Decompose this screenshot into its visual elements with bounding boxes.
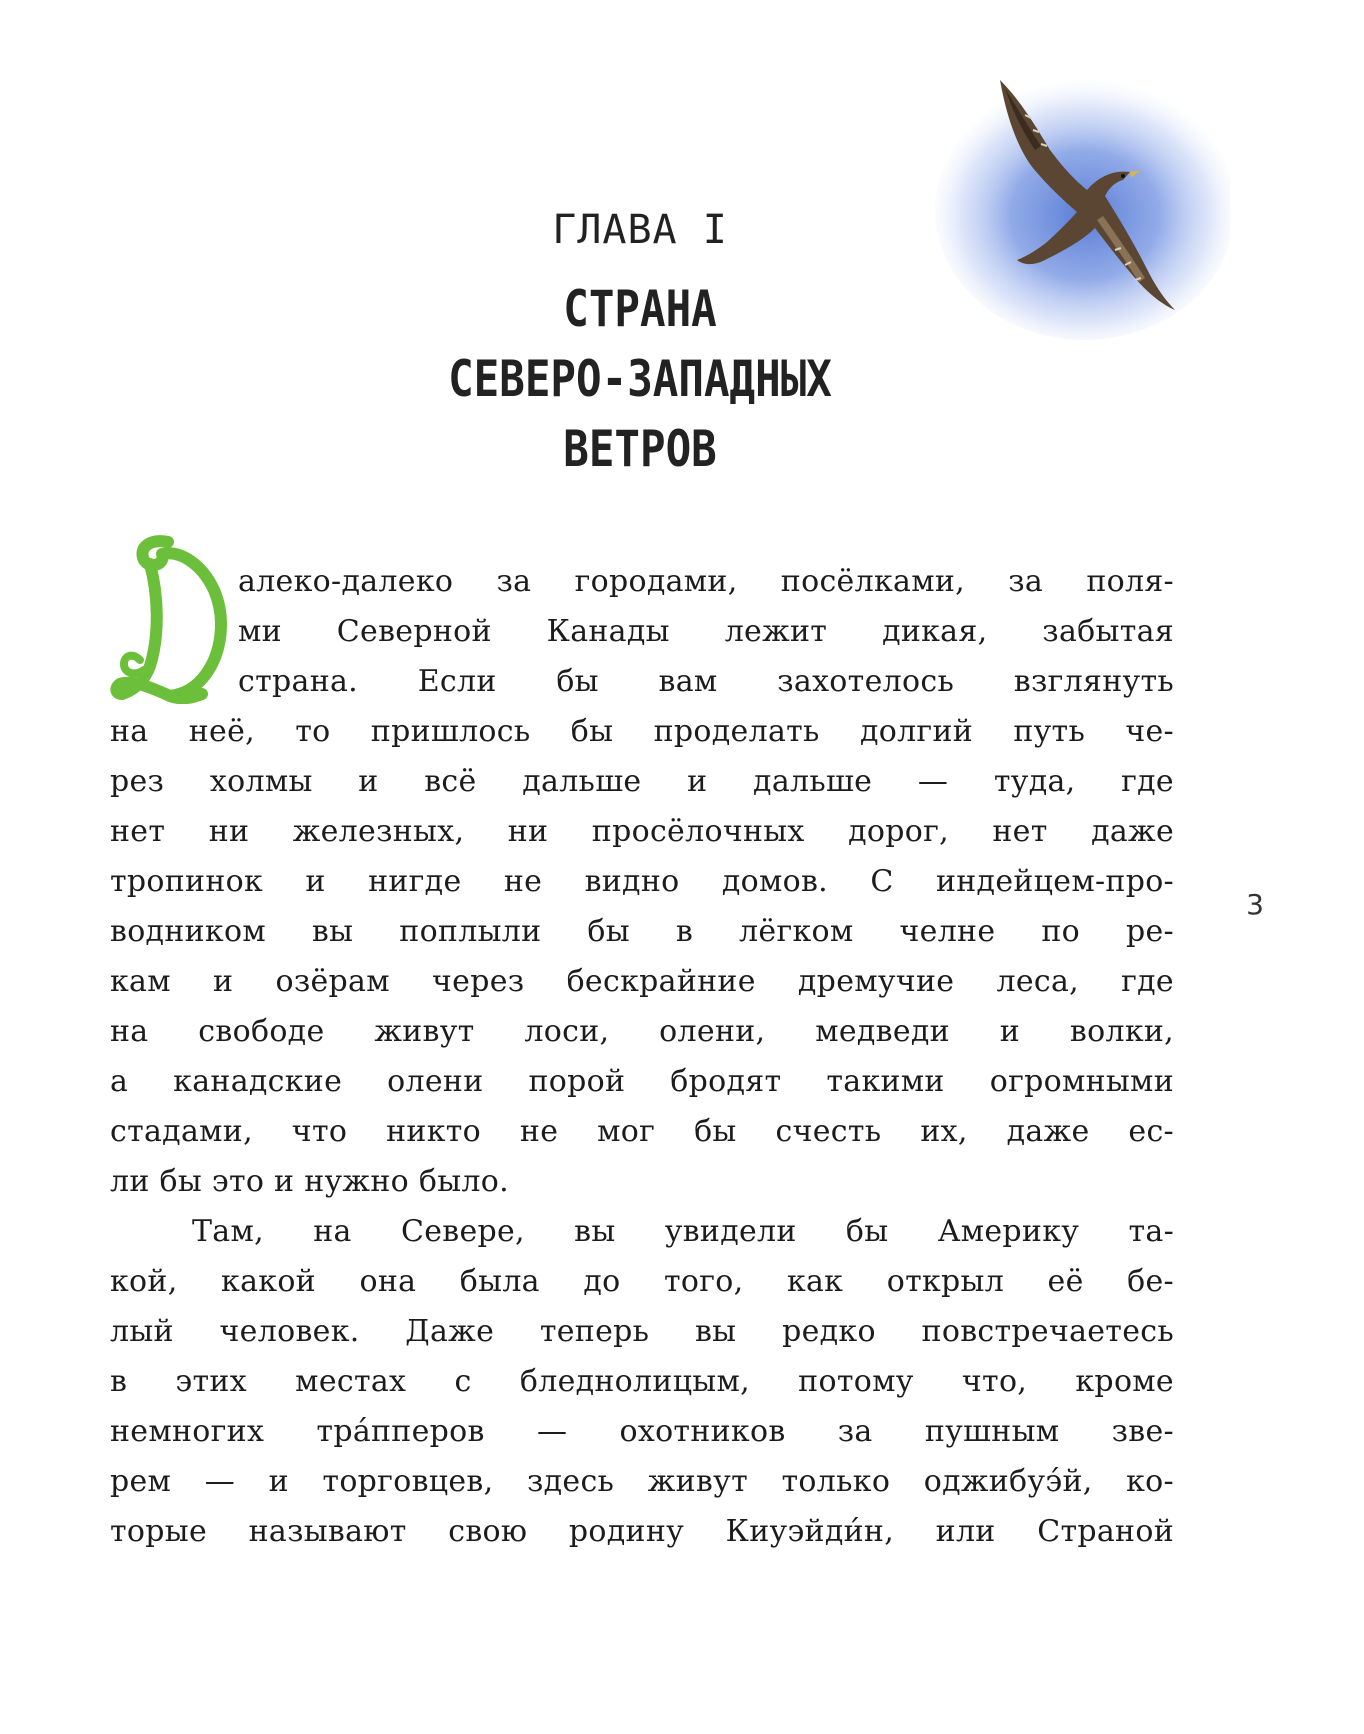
text-line: ми Северной Канады лежит дикая, забытая — [238, 614, 1174, 649]
body-text — [110, 557, 1174, 1557]
text-line: Там, на Севере, вы увидели бы Америку та- — [192, 1214, 1174, 1249]
text-line: на неё, то пришлось бы проделать долгий путь че- — [110, 714, 1174, 749]
chapter-title-line-2: СЕВЕРО-ЗАПАДНЫХ — [448, 350, 832, 408]
text-line: торые называют свою родину Киуэйди́н, или Страной — [110, 1514, 1174, 1549]
chapter-title-line-1: СТРАНА — [563, 280, 717, 338]
text-line: рем — и торговцев, здесь живут только оджибуэ́й, ко- — [110, 1464, 1174, 1499]
text-line: страна. Если бы вам захотелось взглянуть — [238, 664, 1174, 699]
text-line: нет ни железных, ни просёлочных дорог, нет даже — [110, 814, 1174, 849]
text-line: алеко-далеко за городами, посёлками, за поля- — [238, 564, 1174, 599]
text-line: немногих тра́пперов — охотников за пушным зве- — [110, 1414, 1174, 1449]
text-line: стадами, что никто не мог бы счесть их, даже ес- — [110, 1114, 1174, 1149]
text-line: на свободе живут лоси, олени, медведи и волки, — [110, 1014, 1174, 1049]
text-line: в этих местах с бледнолицым, потому что, кроме — [110, 1364, 1174, 1399]
text-line: водником вы поплыли бы в лёгком челне по ре- — [110, 914, 1174, 949]
chapter-label: ГЛАВА I — [552, 207, 728, 253]
text-line: рез холмы и всё дальше и дальше — туда, где — [110, 764, 1174, 799]
text-line: тропинок и нигде не видно домов. С индейцем-про- — [110, 864, 1174, 899]
text-line: ли бы это и нужно было. — [110, 1164, 509, 1199]
page-number: 3 — [1246, 888, 1264, 921]
text-line: кой, какой она была до того, как открыл её бе- — [110, 1264, 1174, 1299]
chapter-title-line-3: ВЕТРОВ — [563, 420, 717, 478]
text-line: лый человек. Даже теперь вы редко повстречаетесь — [110, 1314, 1174, 1349]
chapter-heading — [260, 200, 1020, 484]
text-line: а канадские олени порой бродят такими огромными — [110, 1064, 1174, 1099]
text-line: кам и озёрам через бескрайние дремучие леса, где — [110, 964, 1174, 999]
